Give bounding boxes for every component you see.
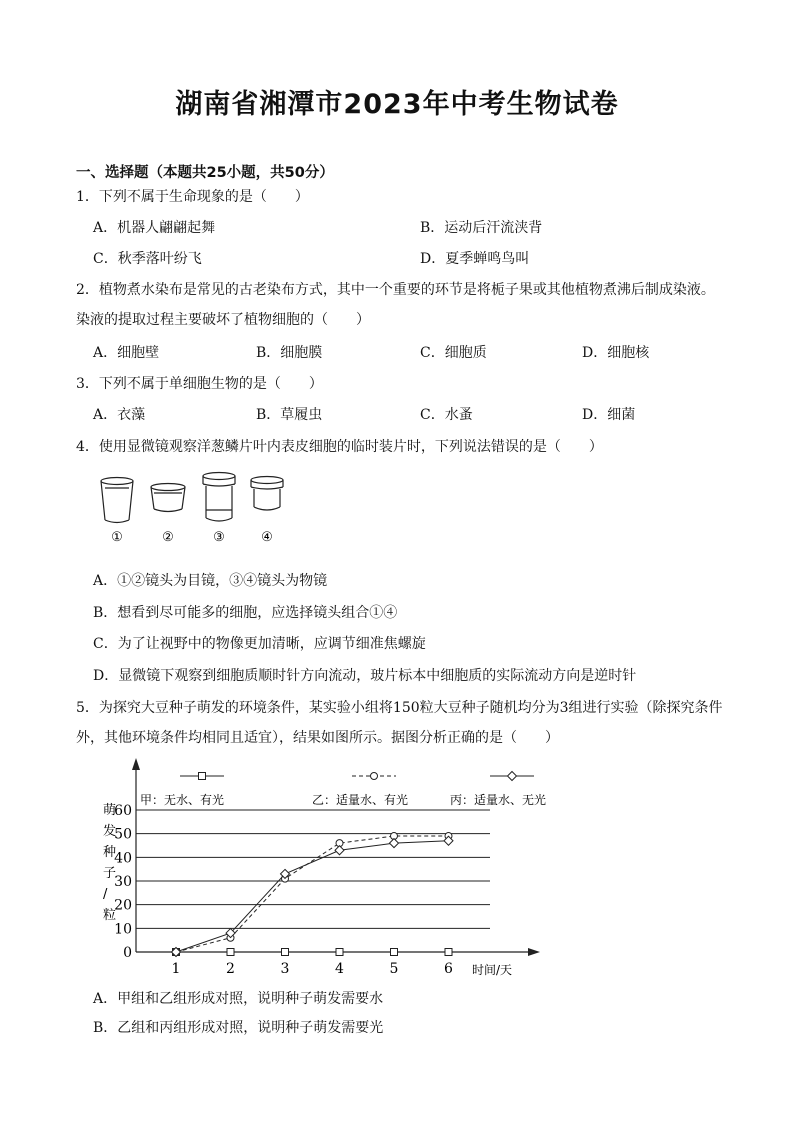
legend-marker: [508, 772, 517, 781]
data-point: [282, 949, 289, 956]
question-2-option-d[interactable]: D．细胞核: [582, 345, 650, 361]
question-3-option-a[interactable]: A．衣藻: [93, 407, 146, 423]
data-point: [391, 949, 398, 956]
lens-label-3: ③: [213, 530, 225, 545]
question-2-option-b[interactable]: B．细胞膜: [256, 345, 323, 361]
question-4-option-a[interactable]: A．①②镜头为目镜，③④镜头为物镜: [93, 573, 328, 589]
chart-legend: [140, 772, 546, 808]
x-tick-label: 3: [280, 961, 290, 977]
question-3-option-c[interactable]: C．水蚤: [420, 407, 473, 423]
lens-1-icon: [101, 478, 133, 523]
legend-marker: [199, 773, 206, 780]
legend-marker: [371, 773, 378, 780]
x-tick-label: 4: [335, 961, 344, 977]
series-2: [172, 836, 454, 956]
microscope-lenses-figure: [96, 470, 296, 546]
lens-label-2: ②: [162, 530, 174, 545]
question-2-option-c[interactable]: C．细胞质: [420, 345, 487, 361]
series-0: [173, 949, 453, 956]
question-4-option-c[interactable]: C．为了让视野中的物像更加清晰，应调节细准焦螺旋: [93, 636, 426, 652]
legend-entry-2: [450, 772, 546, 808]
question-5-stem: 5．为探究大豆种子萌发的环境条件，某实验小组将150粒大豆种子随机均分为3组进行实验（除探究条件外，其他环境条件均相同且适宜），结果如图所示。据图分析正确的是（ ）: [76, 700, 723, 746]
y-tick-label: 30: [114, 874, 132, 890]
question-3-option-b[interactable]: B．草履虫: [256, 407, 323, 423]
y-tick-label: 60: [114, 803, 132, 819]
data-point: [335, 846, 344, 855]
data-point: [336, 949, 343, 956]
x-tick-label: 6: [444, 961, 453, 977]
x-tick-label: 5: [389, 961, 399, 977]
question-1-stem: 1．下列不属于生命现象的是（ ）: [76, 189, 309, 205]
page-title: 湖南省湘潭市2023年中考生物试卷: [175, 89, 619, 120]
question-3-stem: 3．下列不属于单细胞生物的是（ ）: [76, 376, 323, 392]
x-axis-label: 时间/天: [472, 963, 513, 977]
data-point: [227, 949, 234, 956]
lens-2-icon: [151, 484, 185, 512]
question-2-stem: 2．植物煮水染布是常见的古老染布方式，其中一个重要的环节是将栀子果或其他植物煮沸后制成染液。染液的提取过程主要破坏了植物细胞的（ ）: [76, 282, 715, 328]
question-4-option-b[interactable]: B．想看到尽可能多的细胞，应选择镜头组合①④: [93, 605, 398, 621]
data-point: [390, 839, 399, 848]
x-axis-arrow: [528, 948, 540, 956]
y-axis-arrow: [132, 758, 140, 770]
question-1-option-d[interactable]: D．夏季蝉鸣鸟叫: [420, 251, 530, 267]
y-tick-label: 40: [114, 850, 132, 867]
question-1-option-a[interactable]: A．机器人翩翩起舞: [93, 220, 216, 236]
series-1: [173, 833, 453, 956]
y-tick-label: 0: [123, 945, 132, 961]
question-3-option-d[interactable]: D．细菌: [582, 407, 636, 423]
question-4-stem: 4．使用显微镜观察洋葱鳞片叶内表皮细胞的临时装片时，下列说法错误的是（ ）: [76, 439, 603, 455]
y-tick-label: 10: [114, 921, 132, 938]
question-2-option-a[interactable]: A．细胞壁: [93, 345, 160, 361]
legend-label: 丙：适量水、无光: [450, 793, 547, 807]
germination-line-chart: [90, 752, 550, 982]
legend-entry-1: [312, 773, 408, 808]
y-axis-label: 萌发种子/粒: [103, 803, 117, 923]
lens-label-4: ④: [261, 530, 273, 545]
y-tick-label: 50: [114, 826, 132, 843]
legend-label: 甲：无水、有光: [140, 793, 225, 807]
y-tick-label: 20: [114, 897, 132, 914]
question-1-option-c[interactable]: C．秋季落叶纷飞: [93, 251, 202, 267]
data-point: [445, 949, 452, 956]
lens-4-icon: [251, 477, 283, 511]
question-1-option-b[interactable]: B．运动后汗流浃背: [420, 220, 543, 236]
section-heading: 一、选择题（本题共25小题，共50分）: [76, 165, 334, 181]
series-line: [176, 836, 449, 952]
legend-entry-0: [140, 773, 224, 808]
question-5-option-a[interactable]: A．甲组和乙组形成对照，说明种子萌发需要水: [93, 991, 384, 1007]
chart-axes: [103, 758, 540, 977]
lens-3-icon: [203, 473, 235, 522]
legend-label: 乙：适量水、有光: [312, 793, 409, 807]
question-5-option-b[interactable]: B．乙组和丙组形成对照，说明种子萌发需要光: [93, 1020, 384, 1036]
x-tick-label: 1: [171, 961, 181, 977]
chart-series: [172, 833, 454, 957]
question-4-option-d[interactable]: D．显微镜下观察到细胞质顺时针方向流动，玻片标本中细胞质的实际流动方向是逆时针: [93, 668, 637, 684]
lens-label-1: ①: [111, 530, 123, 545]
x-tick-label: 2: [226, 961, 235, 977]
chart-grid: [136, 810, 490, 928]
